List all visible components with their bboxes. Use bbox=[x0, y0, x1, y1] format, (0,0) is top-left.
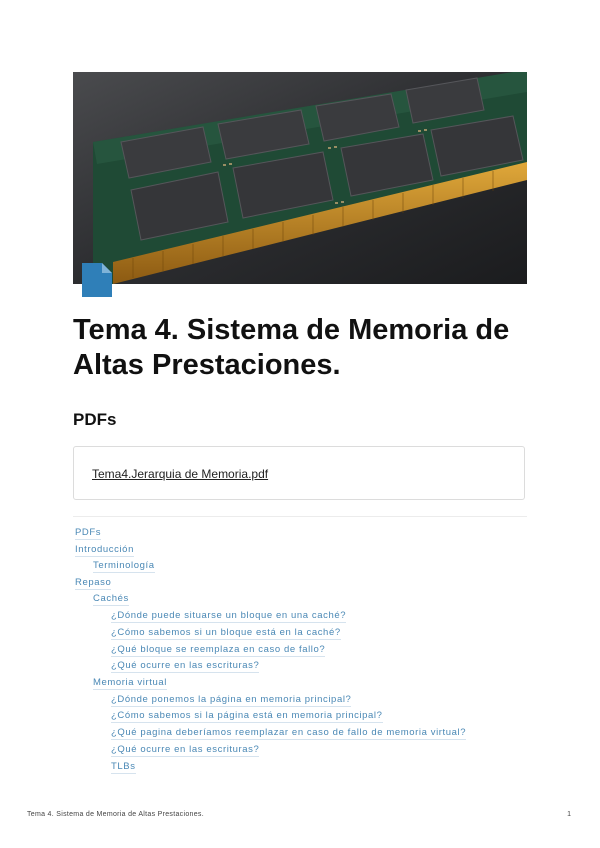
toc-item[interactable]: Repaso bbox=[75, 577, 112, 588]
toc-item[interactable]: ¿Qué bloque se reemplaza en caso de fallo? bbox=[111, 644, 326, 655]
toc-item[interactable]: ¿Dónde puede situarse un bloque en una caché? bbox=[111, 610, 347, 621]
page-title: Tema 4. Sistema de Memoria de Altas Prestaciones. bbox=[73, 314, 510, 381]
memory-module-illustration bbox=[73, 72, 527, 284]
toc-item[interactable]: ¿Qué pagina deberíamos reemplazar en caso de fallo de memoria virtual? bbox=[111, 727, 467, 738]
toc-item[interactable]: Terminología bbox=[93, 560, 155, 571]
document-icon bbox=[82, 263, 112, 297]
toc-item[interactable]: TLBs bbox=[111, 761, 136, 772]
toc-item[interactable]: ¿Qué ocurre en las escrituras? bbox=[111, 660, 260, 671]
section-title: PDFs bbox=[73, 410, 117, 429]
toc-item[interactable]: PDFs bbox=[75, 527, 102, 538]
toc-item[interactable]: ¿Qué ocurre en las escrituras? bbox=[111, 744, 260, 755]
divider bbox=[73, 516, 527, 517]
toc-item[interactable]: Introducción bbox=[75, 544, 134, 555]
cover-image bbox=[73, 72, 527, 284]
toc-item[interactable]: ¿Cómo sabemos si un bloque está en la caché? bbox=[111, 627, 341, 638]
pdf-link[interactable]: Tema4.Jerarquia de Memoria.pdf bbox=[92, 467, 269, 481]
toc-item[interactable]: ¿Dónde ponemos la página en memoria principal? bbox=[111, 694, 352, 705]
pdf-attachment-box bbox=[73, 446, 525, 500]
toc-item[interactable]: Memoria virtual bbox=[93, 677, 167, 688]
toc-item[interactable]: ¿Cómo sabemos si la página está en memoria principal? bbox=[111, 710, 383, 721]
footer-title: Tema 4. Sistema de Memoria de Altas Prestaciones. bbox=[27, 811, 204, 818]
toc-item[interactable]: Cachés bbox=[93, 593, 129, 604]
page-number: 1 bbox=[567, 811, 571, 818]
